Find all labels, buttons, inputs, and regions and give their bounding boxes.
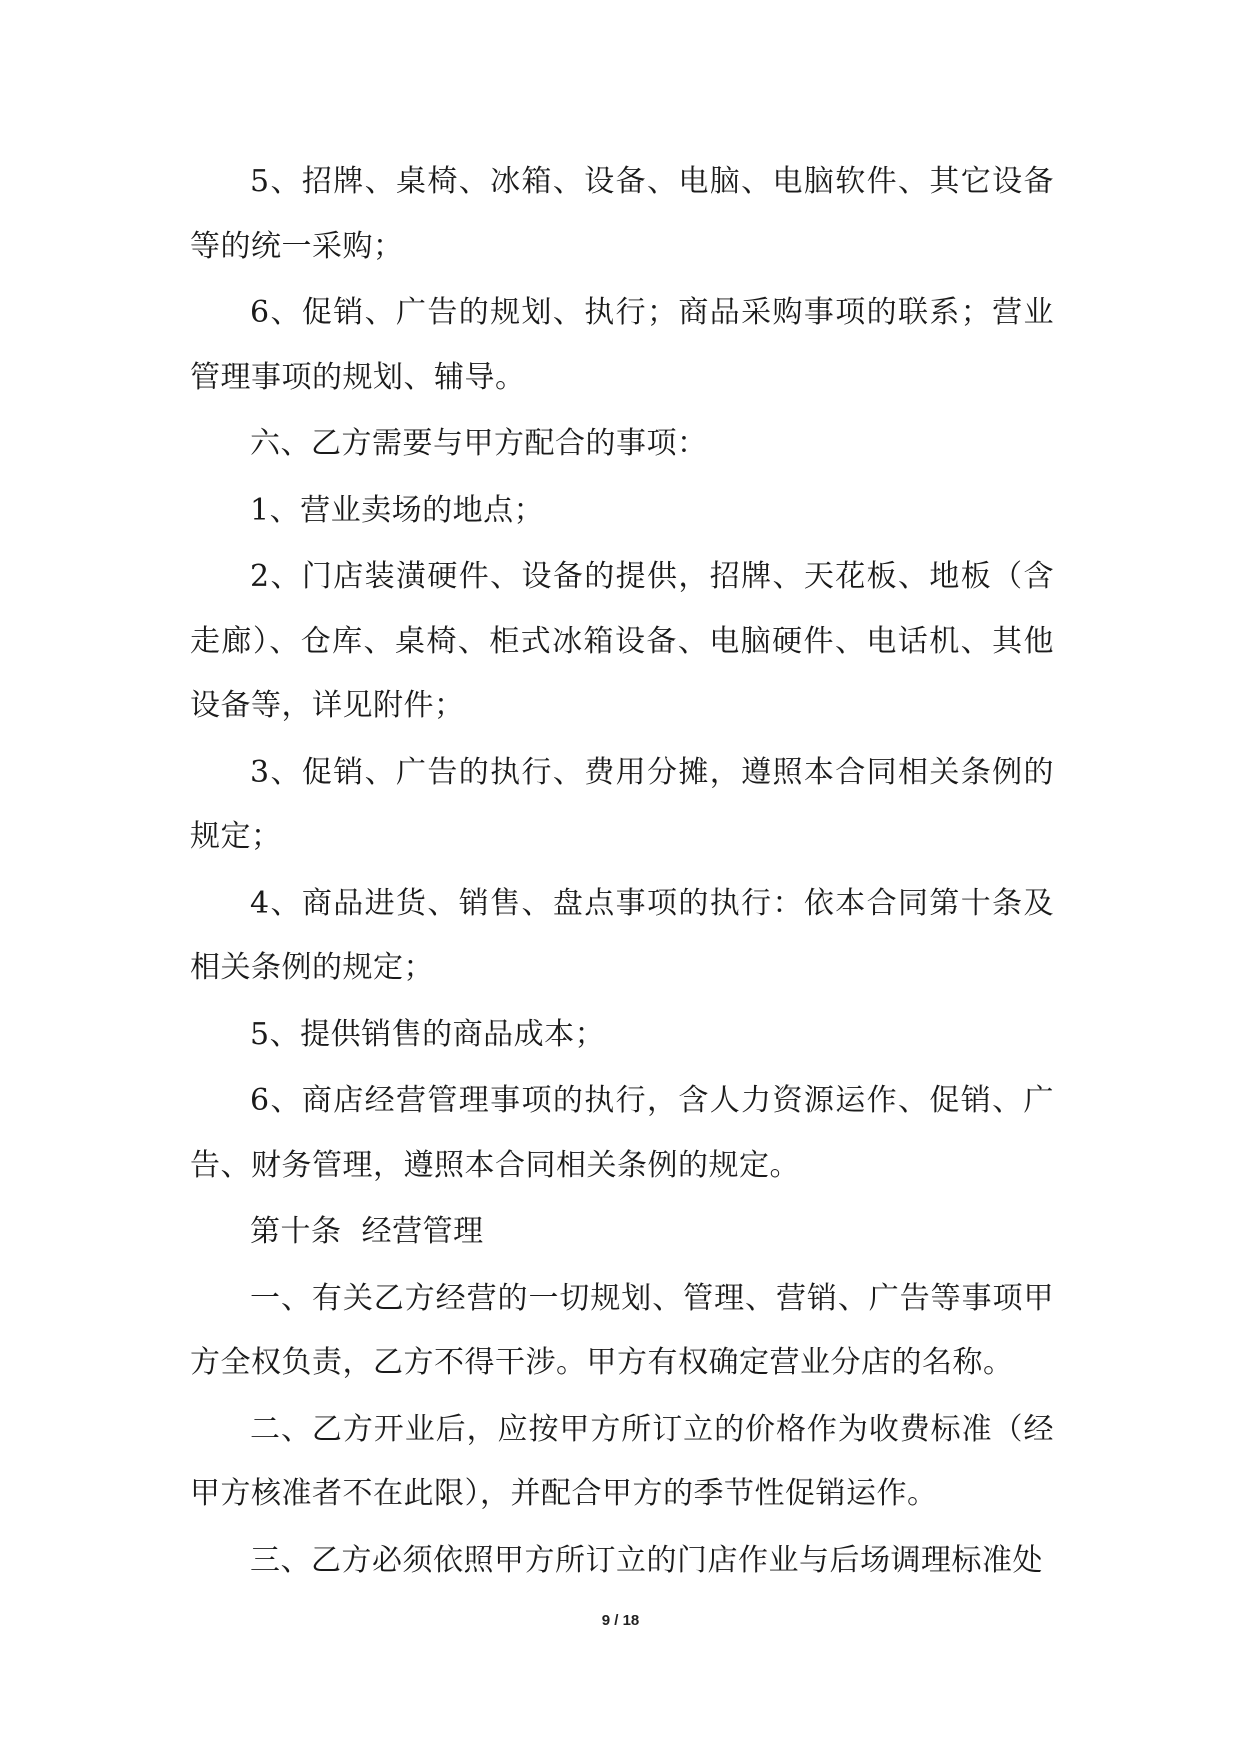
paragraph: 三、乙方必须依照甲方所订立的门店作业与后场调理标准处 [250, 1542, 1043, 1578]
paragraph: 2、门店装潢硬件、设备的提供，招牌、天花板、地板（含走廊）、仓库、桌椅、柜式冰箱设备、电脑硬件、电话机、其他设备等，详见附件； [190, 559, 1054, 723]
paragraph: 6、商店经营管理事项的执行，含人力资源运作、促销、广告、财务管理，遵照本合同相关条例的规定。 [190, 1083, 1054, 1183]
paragraph: 六、乙方需要与甲方配合的事项： [250, 426, 708, 461]
paragraph: 二、乙方开业后，应按甲方所订立的价格作为收费标准（经甲方核准者不在此限），并配合甲方的季节性促销运作。 [190, 1411, 1054, 1511]
paragraph: 1、营业卖场的地点； [250, 492, 545, 528]
section-heading: 第十条 经营管理 [250, 1214, 484, 1249]
page-number: 9 / 18 [601, 1612, 640, 1629]
paragraph: 一、有关乙方经营的一切规划、管理、营销、广告等事项甲方全权负责，乙方不得干涉。甲方有权确定营业分店的名称。 [190, 1280, 1054, 1380]
paragraph: 3、促销、广告的执行、费用分摊，遵照本合同相关条例的规定； [190, 754, 1054, 854]
paragraph: 5、招牌、桌椅、冰箱、设备、电脑、电脑软件、其它设备等的统一采购； [190, 164, 1054, 264]
paragraph: 5、提供销售的商品成本； [250, 1016, 606, 1052]
paragraph: 6、促销、广告的规划、执行；商品采购事项的联系；营业管理事项的规划、辅导。 [190, 295, 1054, 395]
paragraph: 4、商品进货、销售、盘点事项的执行：依本合同第十条及相关条例的规定； [190, 885, 1054, 985]
document-body [190, 150, 1054, 1595]
